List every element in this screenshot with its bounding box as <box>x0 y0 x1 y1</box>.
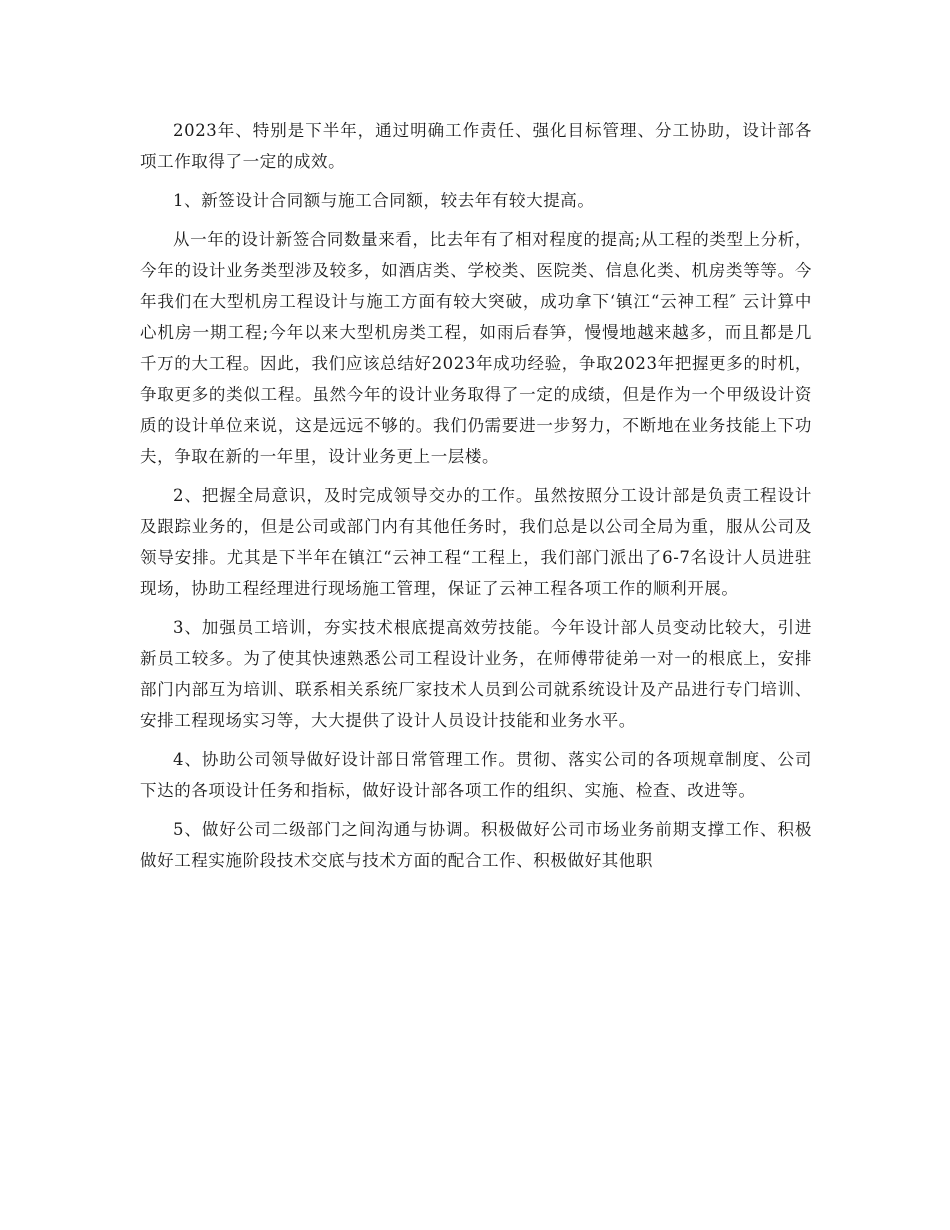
item-2-paragraph: 2、把握全局意识，及时完成领导交办的工作。虽然按照分工设计部是负责工程设计及跟踪业务的，但是公司或部门内有其他任务时，我们总是以公司全局为重，服从公司及领导安排。尤其是下半年在镇江“云神工程“工程上，我们部门派出了6-7名设计人员进驻现场，协助工程经理进行现场施工管理，保证了云神工程各项工作的顺利开展。 <box>140 486 812 598</box>
item-5-paragraph: 5、做好公司二级部门之间沟通与协调。积极做好公司市场业务前期支撑工作、积极做好工程实施阶段技术交底与技术方面的配合工作、积极做好其他职 <box>140 820 812 870</box>
item-3-paragraph: 3、加强员工培训，夯实技术根底提高效劳技能。今年设计部人员变动比较大，引进新员工较多。为了使其快速熟悉公司工程设计业务，在师傅带徒弟一对一的根底上，安排部门内部互为培训、联系相关系统厂家技术人员到公司就系统设计及产品进行专门培训、安排工程现场实习等，大大提供了设计人员设计技能和业务水平。 <box>140 618 812 730</box>
item-4-paragraph: 4、协助公司领导做好设计部日常管理工作。贯彻、落实公司的各项规章制度、公司下达的各项设计任务和指标，做好设计部各项工作的组织、实施、检查、改进等。 <box>140 750 812 800</box>
document-body <box>140 115 812 884</box>
item-1-heading-paragraph: 1、新签设计合同额与施工合同额，较去年有较大提高。 <box>173 191 595 210</box>
intro-paragraph: 2023年、特别是下半年，通过明确工作责任、强化目标管理、分工协助，设计部各项工作取得了一定的成效。 <box>140 121 812 171</box>
item-1-detail-paragraph: 从一年的设计新签合同数量来看，比去年有了相对程度的提高;从工程的类型上分析，今年的设计业务类型涉及较多，如酒店类、学校类、医院类、信息化类、机房类等等。今年我们在大型机房工程设计与施工方面有较大突破，成功拿下‘镇江“云神工程″ 云计算中心机房一期工程;今年以来大型机房类工程，如雨后春笋，慢慢地越来越多，而且都是几千万的大工程。因此，我们应该总结好2023年成功经验，争取2023年把握更多的时机，争取更多的类似工程。虽然今年的设计业务取得了一定的成绩，但是作为一个甲级设计资质的设计单位来说，这是远远不够的。我们仍需要进一步努力，不断地在业务技能上下功夫，争取在新的一年里，设计业务更上一层楼。 <box>140 230 812 466</box>
